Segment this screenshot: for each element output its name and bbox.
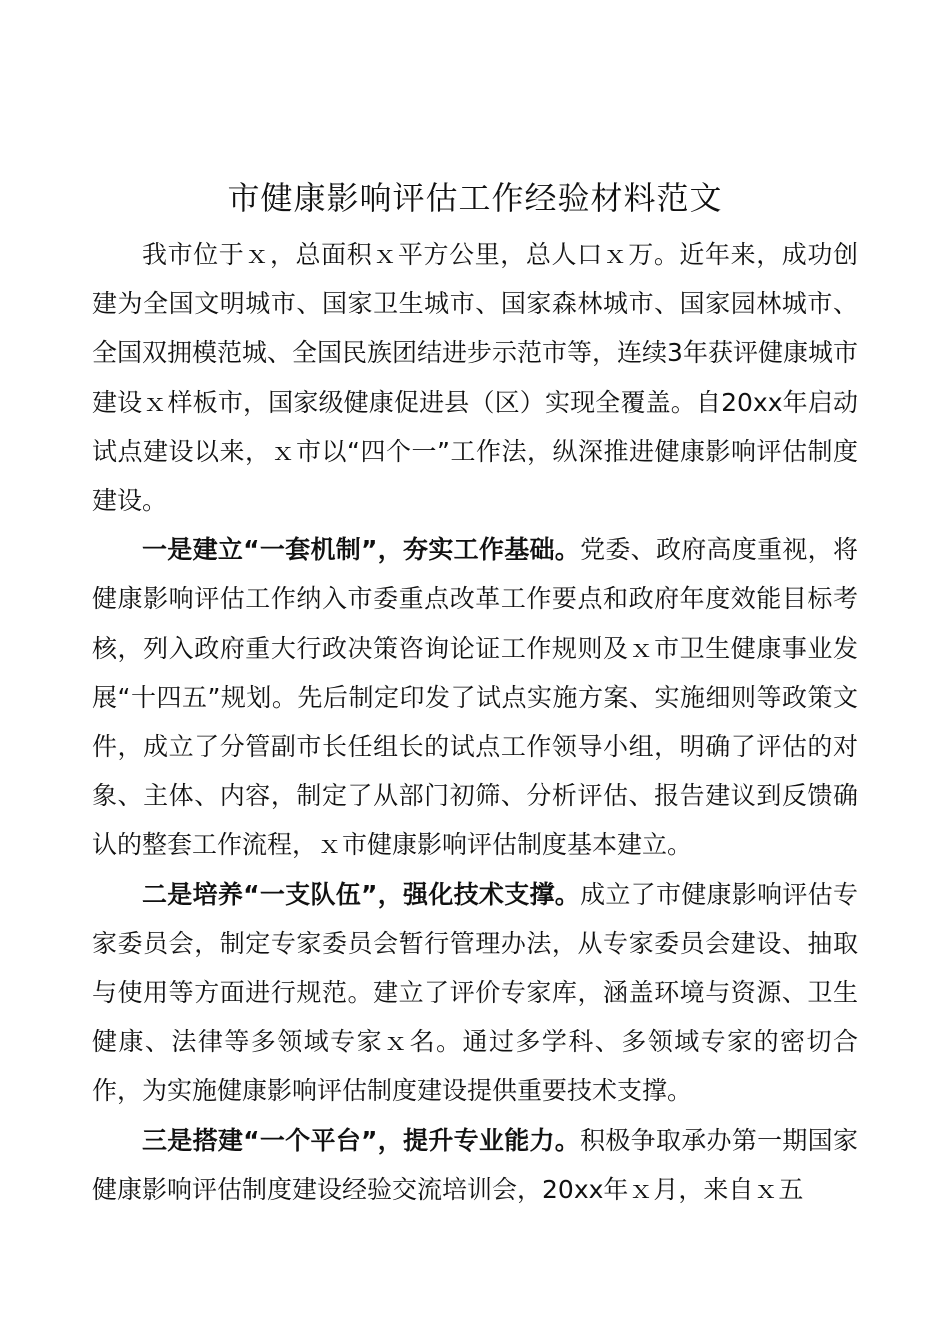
paragraph-team-lead: 二是培养“一支队伍”，强化技术支撑。	[142, 879, 581, 909]
paragraph-team-text: 成立了市健康影响评估专家委员会，制定专家委员会暂行管理办法，从专家委员会建设、抽取与使用等方面进行规范。建立了评价专家库，涵盖环境与资源、卫生健康、法律等多领域专家ｘ名。通过多学科、多领域专家的密切合作，为实施健康影响评估制度建设提供重要技术支撑。	[92, 879, 858, 1106]
paragraph-intro	[92, 230, 858, 525]
paragraph-mechanism-lead: 一是建立“一套机制”，夯实工作基础。	[142, 535, 581, 565]
paragraph-platform	[92, 1116, 858, 1214]
paragraph-mechanism-text: 党委、政府高度重视，将健康影响评估工作纳入市委重点改革工作要点和政府年度效能目标考核，列入政府重大行政决策咨询论证工作规则及ｘ市卫生健康事业发展“十四五”规划。先后制定印发了试点实施方案、实施细则等政策文件，成立了分管副市长任组长的试点工作领导小组，明确了评估的对象、主体、内容，制定了从部门初筛、分析评估、报告建议到反馈确认的整套工作流程，ｘ市健康影响评估制度基本建立。	[92, 535, 858, 860]
document-title: 市健康影响评估工作经验材料范文	[227, 179, 723, 217]
paragraph-team	[92, 870, 858, 1116]
paragraph-intro-text: 我市位于ｘ，总面积ｘ平方公里，总人口ｘ万。近年来，成功创建为全国文明城市、国家卫生城市、国家森林城市、国家园林城市、全国双拥模范城、全国民族团结进步示范市等，连续3年获评健康城市建设ｘ样板市，国家级健康促进县（区）实现全覆盖。自20xx年启动试点建设以来，ｘ市以“四个一”工作法，纵深推进健康影响评估制度建设。	[92, 240, 858, 516]
paragraph-platform-text: 积极争取承办第一期国家健康影响评估制度建设经验交流培训会，20xx年ｘ月，来自ｘ五	[92, 1125, 858, 1204]
paragraph-mechanism	[92, 525, 858, 869]
paragraph-platform-lead: 三是搭建“一个平台”，提升专业能力。	[142, 1125, 581, 1155]
document-page	[92, 170, 858, 1214]
